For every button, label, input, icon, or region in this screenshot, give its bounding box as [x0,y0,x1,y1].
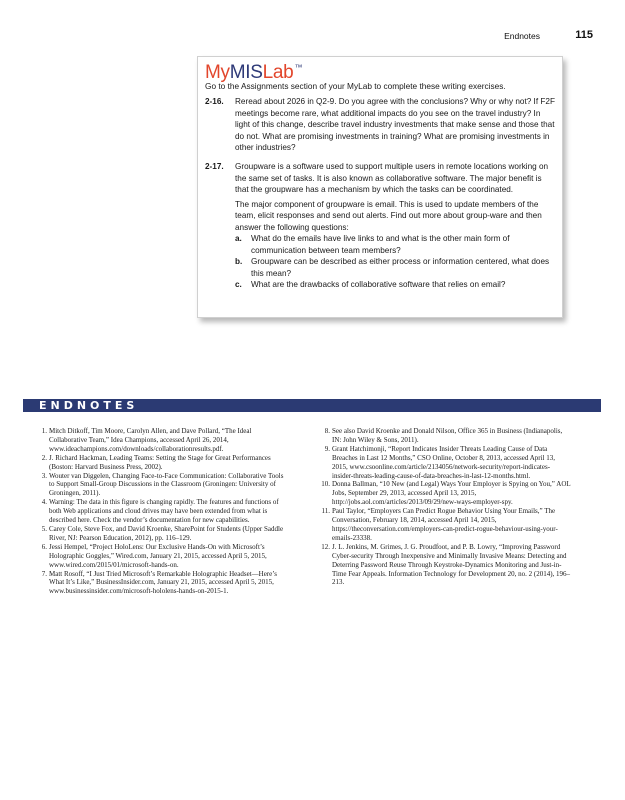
endnote: 8. See also David Kroenke and Donald Nilson, Office 365 in Business (Indianapolis, IN: John Wiley & Sons, 2011). [324,427,563,444]
endnote: 2. J. Richard Hackman, Leading Teams: Setting the Stage for Great Performances (Boston: Harvard Business Press, 2002). [41,453,271,471]
endnote: 5. Carey Cole, Steve Fox, and David Kroenke, SharePoint for Students (Upper Saddle River, NJ: Pearson Education, 2012), pp. 116–129. [41,524,284,542]
endnotes-right-column [316,427,571,587]
endnotes-title: ENDNOTES [39,399,139,412]
exercise-text: Groupware is a software used to support multiple users in remote locations working on the same set of tasks. It is also known as collaborative software. The major benefit is that the groupware has a mechanism by which the tasks can be coordinated. [235,162,549,194]
mymislab-logo: MyMISLab™ [205,62,303,83]
endnote: 11. Paul Taylor, “Employers Can Predict Rogue Behavior Using Your Emails,” The Conversation, February 18, 2014, accessed April 14, 2015, https://theconversation.com/employers-can-predict-rogue-behaviour-using-your-emails-23338. [321,507,558,542]
endnote: 3. Wouter van Diggelen, Changing Face-to-Face Communication: Collaborative Tools to Support Small-Group Discussions in the Classroom (Groningen: University of Groningen, 2011). [41,471,284,498]
exercise-text: The major component of groupware is email. This is used to update members of the team, elicit responses and send out alerts. Find out more about group-ware and then answer the following questions: [235,199,542,232]
exercise-2-17 [205,161,557,291]
endnote: 10. Donna Ballman, “10 New (and Legal) Ways Your Employer is Spying on You,” AOL Jobs, September 29, 2013, accessed April 13, 2015, http://jobs.aol.com/articles/2013/09/29/new-ways-employer-spy. [321,480,571,507]
lab-intro: Go to the Assignments section of your MyLab to complete these writing exercises. [205,81,506,91]
exercise-subitem: a. What do the emails have live links to and what is the other main form of communication between team members? [235,234,510,255]
endnotes-left-column [33,427,288,596]
endnote: 1. Mitch Ditkoff, Tim Moore, Carolyn Allen, and Dave Pollard, “The Ideal Collaborative Team,” Idea Champions, accessed April 26, 2014, www.ideachampions.com/downloads/collaborationresults.pdf. [41,427,252,453]
header-section-title: Endnotes [504,31,540,41]
endnotes-banner [23,399,601,412]
exercise-text: Reread about 2026 in Q2-9. Do you agree with the conclusions? Why or why not? If F2F meetings become rare, what additional impacts do you see on the travel industry? In light of this change, describe travel industry investments that make sense and those that do not. What are promising investments in training? What are promising investments in other industries? [235,97,555,152]
running-header [0,30,625,44]
page-number: 115 [575,29,593,41]
exercise-subitem: c. What are the drawbacks of collaborative software that relies on email? [235,280,506,289]
endnote: 12. J. L. Jenkins, M. Grimes, J. G. Proudfoot, and P. B. Lowry, “Improving Password Cyber-security Through Inexpensive and Minimally Invasive Means: Detecting and Deterring Password Reuse Through Keystroke-Dynamics Monitoring and Just-in-Time Fear Appeals. Information Technology for Development 20, no. 2 (2014), 196–213. [321,542,571,587]
exercise-2-16 [205,96,557,154]
exercise-number: 2-17. [205,162,224,171]
endnote: 4. Warning: The data in this figure is changing rapidly. The features and functions of both Web applications and cloud drives may have been extended from what is described here. Check the vendor’s documentation for new capabilities. [41,498,279,525]
endnote: 6. Jessi Hempel, “Project HoloLens: Our Exclusive Hands-On with Microsoft’s Holographic Goggles,” Wired.com, January 21, 2015, accessed April 5, 2015, www.wired.com/2015/01/microsoft-hands-on. [41,542,267,569]
endnote: 7. Matt Rosoff, “I Just Tried Microsoft’s Remarkable Holographic Headset—Here’s What It’s Like,” BusinessInsider.com, January 21, 2015, accessed April 5, 2015, www.businessinsider.com/microsoft-hololens-hands-on-2015-1. [41,569,277,596]
exercise-subitem: b. Groupware can be described as either process or information centered, what does this mean? [235,257,550,278]
mymislab-box [197,56,563,318]
endnote: 9. Grant Hatchimonji, “Report Indicates Insider Threats Leading Cause of Data Breaches in Last 12 Months,” CSO Online, October 8, 2013, accessed April 13, 2015, www.csoonline.com/article/2134056/network-security/report-indicates-insider-threats-leading-cause-of-data-breaches-in-last-12-months.html. [324,444,555,480]
exercise-number: 2-16. [205,97,224,106]
